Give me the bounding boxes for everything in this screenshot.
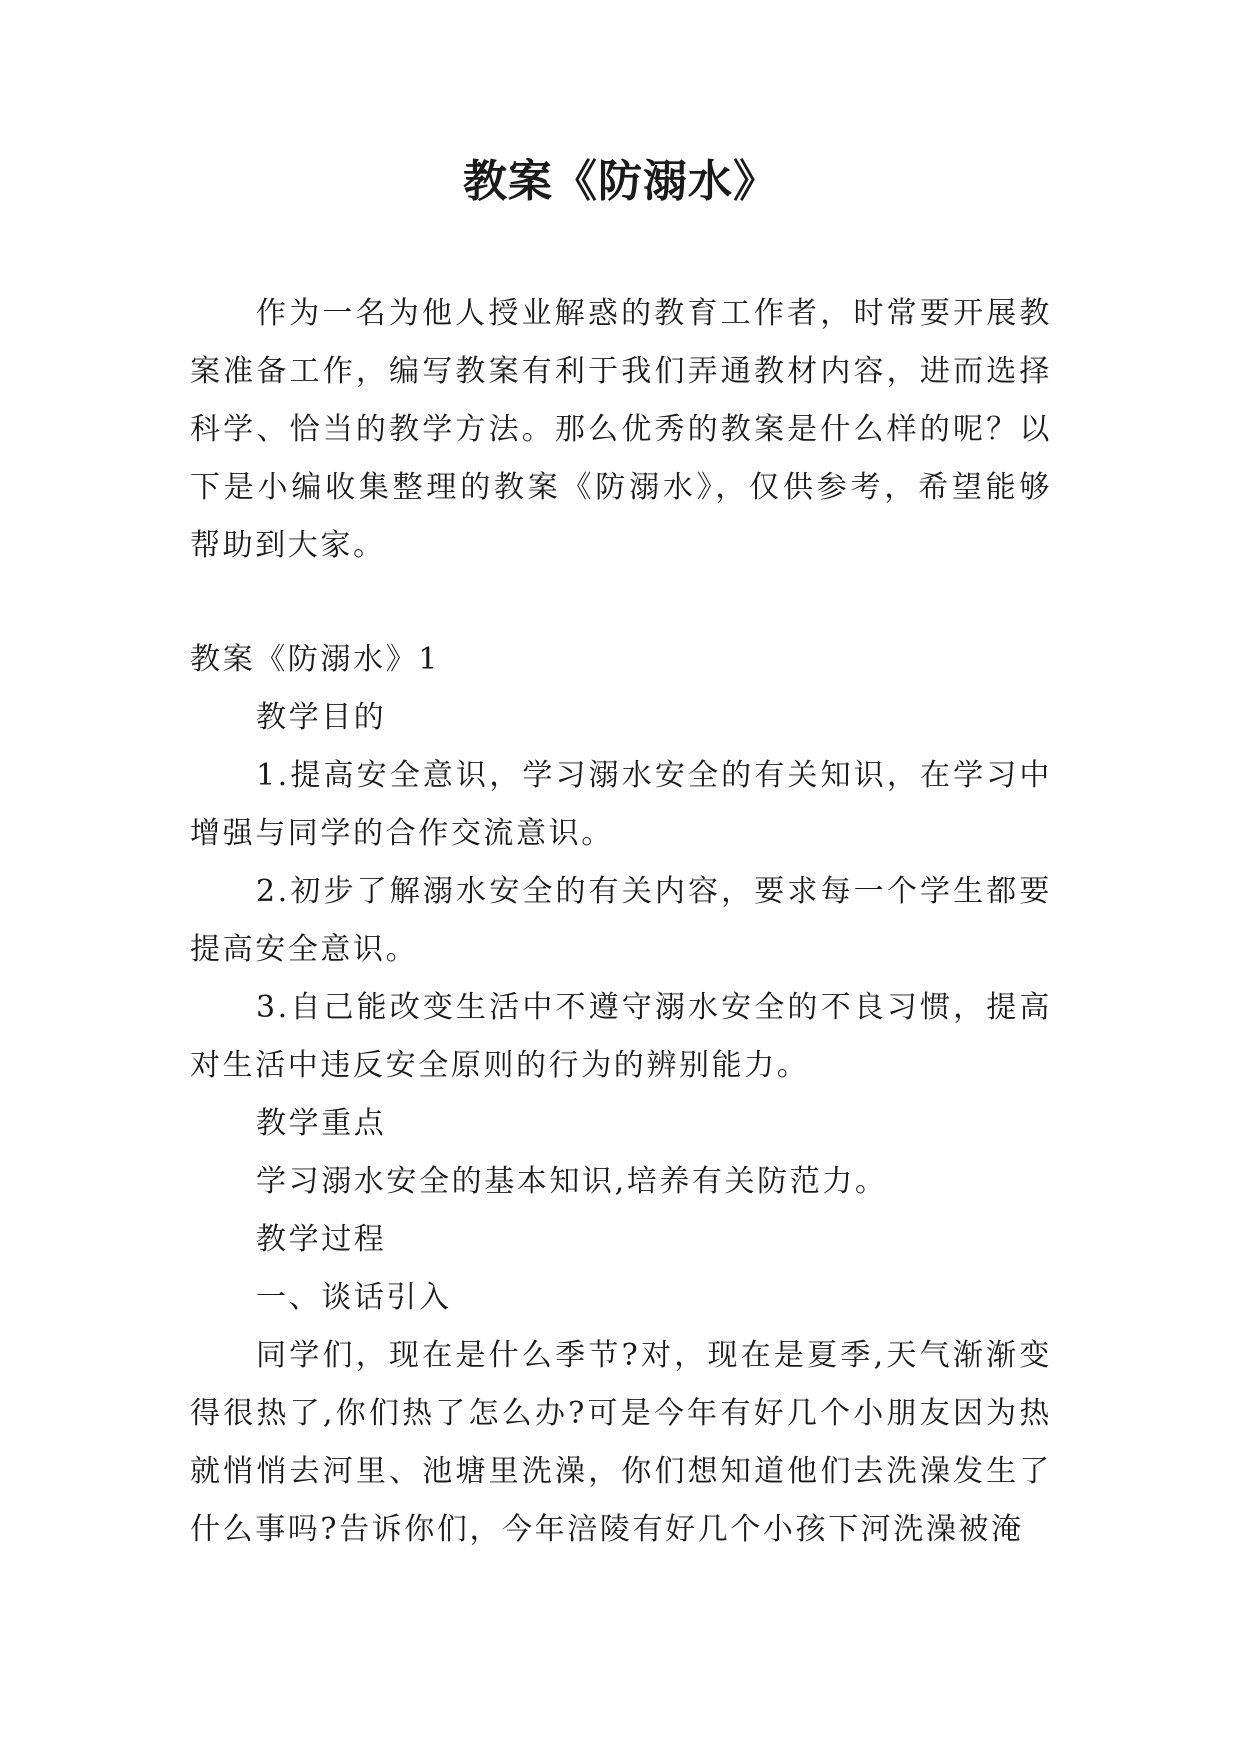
focus-text: 学习溺水安全的基本知识,培养有关防范力。 xyxy=(256,1164,888,1199)
document-title: 教案《防溺水》 xyxy=(463,156,778,207)
paragraph-gap xyxy=(190,575,1052,631)
section-title: 教案《防溺水》1 xyxy=(190,642,440,677)
document-body xyxy=(190,285,1052,1559)
heading-teaching-focus: 教学重点 xyxy=(256,1106,387,1141)
intro-paragraph: 作为一名为他人授业解惑的教育工作者，时常要开展教案准备工作，编写教案有利于我们弄通教材内容，进而选择科学、恰当的教学方法。那么优秀的教案是什么样的呢？以下是小编收集整理的教案《防溺水》，仅供参考，希望能够帮助到大家。 xyxy=(190,296,1052,563)
heading-teaching-process: 教学过程 xyxy=(256,1222,387,1257)
process-step-1-text: 同学们，现在是什么季节?对，现在是夏季,天气渐渐变得很热了,你们热了怎么办?可是今年有好几个小朋友因为热就悄悄去河里、池塘里洗澡，你们想知道他们去洗澡发生了什么事吗?告诉你们，今年涪陵有好几个小孩下河洗澡被淹 xyxy=(190,1338,1052,1547)
goal-item-1: 1.提高安全意识，学习溺水安全的有关知识，在学习中增强与同学的合作交流意识。 xyxy=(190,758,1052,851)
process-step-1-heading: 一、谈话引入 xyxy=(256,1280,452,1315)
goal-item-3: 3.自己能改变生活中不遵守溺水安全的不良习惯，提高对生活中违反安全原则的行为的辨别能力。 xyxy=(190,990,1052,1083)
heading-teaching-goals: 教学目的 xyxy=(256,700,387,735)
goal-item-2: 2.初步了解溺水安全的有关内容，要求每一个学生都要提高安全意识。 xyxy=(190,874,1052,967)
